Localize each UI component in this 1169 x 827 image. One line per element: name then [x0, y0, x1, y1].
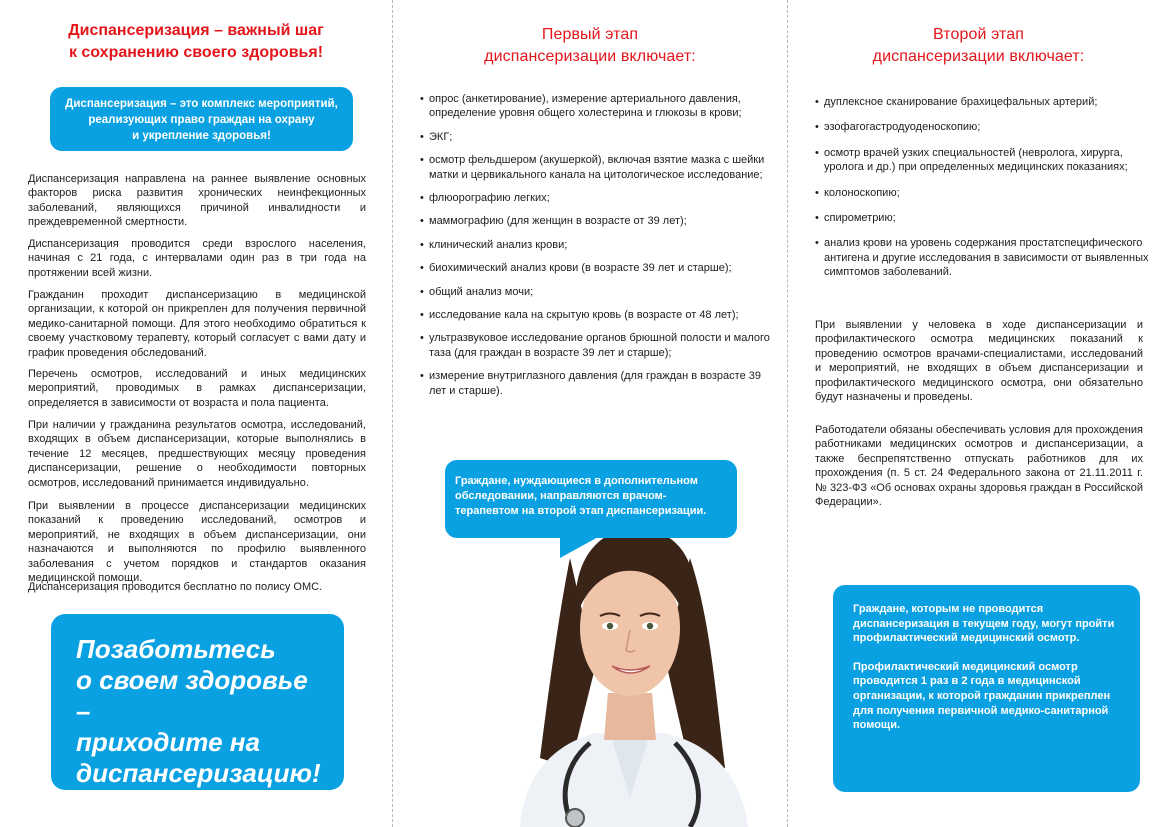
list-item: • опрос (анкетирование), измерение артериального давления, определение уровня общего холестерина и глюкозы в крови; [420, 92, 770, 121]
list-item: • осмотр фельдшером (акушеркой), включая взятие мазка с шейки матки и цервикального канала на цитологическое исследование; [420, 153, 770, 182]
title-line: Второй этап [933, 26, 1024, 43]
call-to-action-box [51, 614, 344, 790]
list-item: • исследование кала на скрытую кровь (в возрасте от 48 лет); [420, 308, 770, 322]
paragraph: Диспансеризация проводится среди взрослого населения, начиная с 21 года, с интервалами один раз в три года на протяжении всей жизни. [28, 238, 366, 279]
cta-line: приходите на [76, 727, 260, 757]
list-item: • дуплексное сканирование брахицефальных артерий; [815, 95, 1150, 109]
panel-first-stage-title [393, 24, 787, 68]
list-item: • маммографию (для женщин в возрасте от 39 лет); [420, 214, 770, 228]
intro-line: Диспансеризация – это комплекс мероприятий, [65, 98, 338, 110]
info-box-text: Профилактический медицинский осмотр проводится 1 раз в 2 года в медицинской организации, к которой гражданин прикреплен для получения первичной медико-санитарной помощи. [853, 660, 1111, 732]
list-item: • анализ крови на уровень содержания простатспецифического антигена и другие исследования в зависимости от выявленных симптомов заболеваний. [815, 236, 1150, 279]
cta-line: Позаботьтесь [76, 634, 276, 664]
doctor-figure-svg [500, 518, 760, 827]
title-line: Диспансеризация – важный шаг [68, 22, 324, 39]
intro-line: реализующих право граждан на охрану [88, 114, 315, 126]
list-item: • биохимический анализ крови (в возрасте 39 лет и старше); [420, 261, 770, 275]
list-item: • ультразвуковое исследование органов брюшной полости и малого таза (для граждан в возрасте 39 лет и старше); [420, 331, 770, 360]
list-item: • общий анализ мочи; [420, 285, 770, 299]
paragraph: Диспансеризация направлена на раннее выявление основных факторов риска развития хронических неинфекционных заболеваний, являющихся причиной инвалидности и преждевременной смертности. [28, 173, 366, 229]
info-box-text: Граждане, которым не проводится диспансеризация в текущем году, могут пройти профилактический медицинский осмотр. [853, 603, 1115, 645]
paragraph: Работодатели обязаны обеспечивать условия для прохождения работниками медицинских осмотров и диспансеризации, а также беспрепятственно отпускать работников для их прохождения (п. 5 ст. 24 Федерального закона от 21.11.2011 г. № 323-ФЗ «Об основах охраны здоровья граждан в Российской Федерации». [815, 424, 1143, 509]
list-item: • клинический анализ крови; [420, 238, 770, 252]
title-line: к сохранению своего здоровья! [68, 44, 324, 61]
paragraph: Гражданин проходит диспансеризацию в медицинской организации, к которой он прикреплен для получения первичной медико-санитарной помощи. Для этого необходимо обратиться к своему участковому терапевту, который согласует с вами дату и график проведения обследований. [28, 289, 366, 359]
list-item: • ЭКГ; [420, 130, 770, 144]
title-line: диспансеризации включает: [484, 48, 696, 65]
title-line: диспансеризации включает: [872, 48, 1085, 65]
speech-bubble-tail [560, 536, 600, 558]
intro-line: и укрепление здоровья! [132, 130, 271, 142]
list-item: • эзофагогастродуоденоскопию; [815, 120, 1150, 134]
doctor-illustration [500, 518, 760, 827]
paragraph: Перечень осмотров, исследований и иных медицинских мероприятий, проводимых в рамках диспансеризации, определяется в зависимости от возраста и пола пациента. [28, 368, 366, 409]
panel-second-stage-title [788, 24, 1169, 68]
paragraph: При выявлении у человека в ходе диспансеризации и профилактического осмотра медицинских показаний к проведению осмотров врачами-специалистами, исследований и мероприятий, не входящих в объем диспансеризации и профилактического медицинского осмотра, они обязательно будут назначены и проведены. [815, 319, 1143, 404]
paragraph: Диспансеризация проводится бесплатно по полису ОМС. [28, 581, 323, 593]
list-item: • спирометрию; [815, 211, 1150, 225]
second-stage-list [815, 95, 1150, 291]
title-line: Первый этап [541, 26, 639, 43]
paragraph: При наличии у гражданина результатов осмотра, исследований, входящих в объем диспансеризации, которые выполнялись в течение 12 месяцев, предшествующих месяцу проведения диспансеризации, решение о необходимости повторных осмотров, исследований принимается индивидуально. [28, 419, 366, 489]
list-item: • осмотр врачей узких специальностей (невролога, хирурга, уролога и др.) при определенных медицинских показаниях; [815, 146, 1150, 175]
list-item: • измерение внутриглазного давления (для граждан в возрасте 39 лет и старше). [420, 369, 770, 398]
paragraph: При выявлении в процессе диспансеризации медицинских показаний к проведению исследований, осмотров и мероприятий, не входящих в объем диспансеризации, они назначаются и выполняются по профилю выявленного заболевания с учетом порядков и стандартов оказания медицинской помощи. [28, 500, 366, 585]
panel-intro-title [0, 20, 392, 64]
speech-bubble: Граждане, нуждающиеся в дополнительном обследовании, направляются врачом-терапевтом на второй этап диспансеризации. [445, 460, 737, 538]
intro-callout [50, 87, 353, 151]
cta-line: о своем здоровье – [76, 665, 308, 726]
cta-line: диспансеризацию! [76, 758, 321, 788]
first-stage-list [420, 92, 770, 407]
list-item: • колоноскопию; [815, 186, 1150, 200]
info-box [833, 585, 1140, 792]
list-item: • флюорографию легких; [420, 191, 770, 205]
